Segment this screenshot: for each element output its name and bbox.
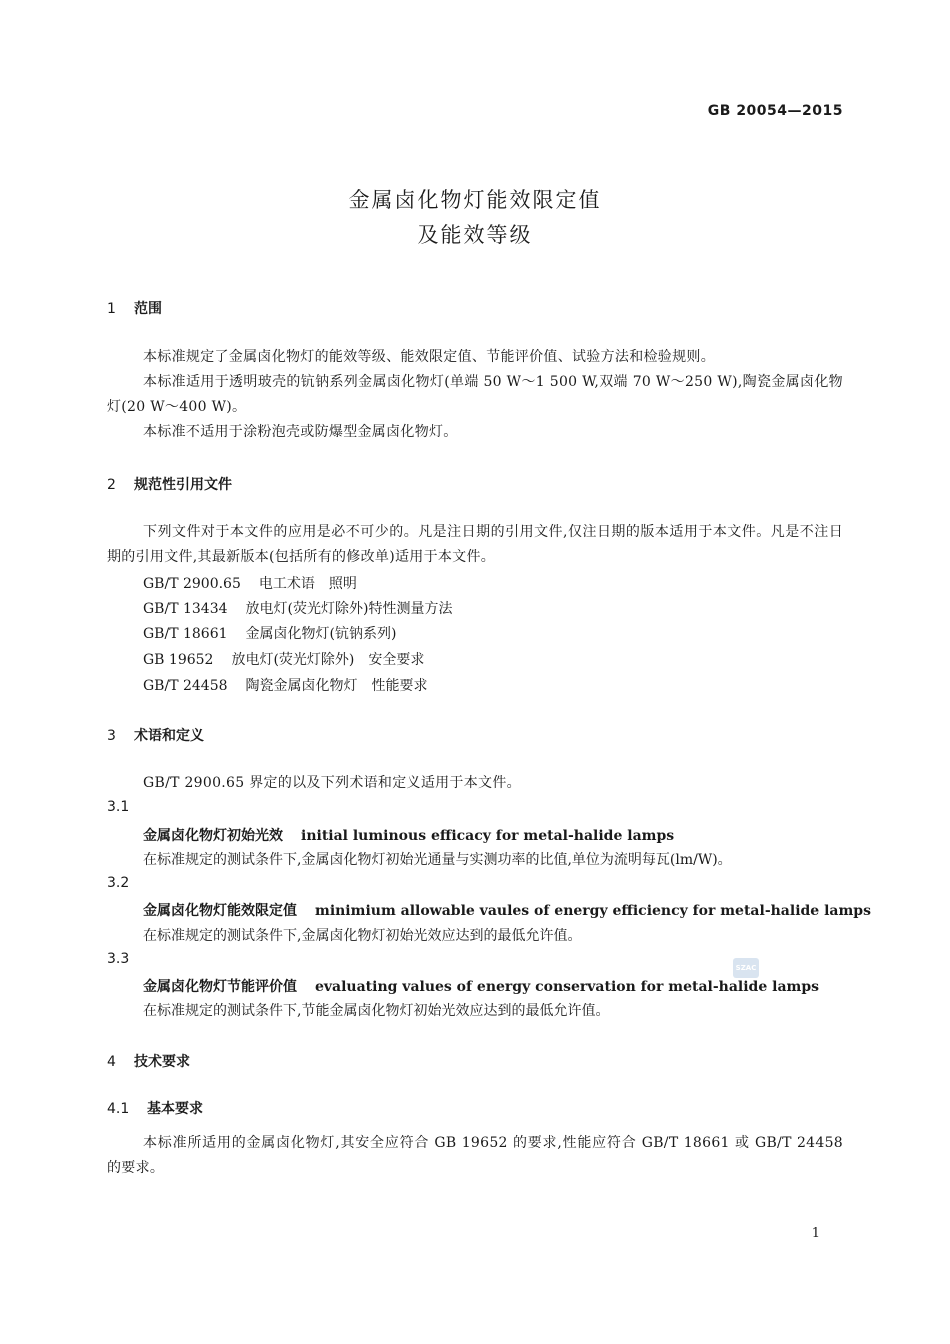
term-title [143,976,819,996]
section-title: 规范性引用文件 [134,477,232,493]
term-number: 3.3 [107,951,130,967]
term-zh: 金属卤化物灯节能评价值 [143,979,297,995]
reference-title: 放电灯(荧光灯除外) 安全要求 [231,652,425,668]
watermark-logo: SZAC [733,958,759,978]
reference-item [143,649,424,669]
reference-item [143,623,396,643]
subsection-4-1-heading [107,1098,203,1118]
section-title: 范围 [134,301,162,317]
standard-number: GB 20054—2015 [707,103,843,119]
section-title: 技术要求 [134,1054,190,1070]
reference-title: 电工术语 照明 [258,576,357,592]
reference-title: 金属卤化物灯(钪钠系列) [245,626,397,642]
subsection-title: 基本要求 [147,1101,203,1117]
term-zh: 金属卤化物灯初始光效 [143,828,283,844]
reference-code: GB/T 13434 [143,601,228,617]
reference-title: 陶瓷金属卤化物灯 性能要求 [245,678,428,694]
reference-item [143,598,452,618]
section-number: 4 [107,1054,116,1070]
section-4-heading [107,1051,190,1071]
term-en: minimium allowable vaules of energy efficiency for metal-halide lamps [315,903,871,919]
reference-code: GB/T 18661 [143,626,228,642]
term-en: initial luminous efficacy for metal-halide lamps [301,828,675,844]
section-number: 1 [107,301,116,317]
section-1-heading [107,298,162,318]
reference-item [143,675,428,695]
section-3-heading [107,725,204,745]
paragraph: GB/T 2900.65 界定的以及下列术语和定义适用于本文件。 [143,775,521,791]
term-zh: 金属卤化物灯能效限定值 [143,903,297,919]
reference-item [143,573,357,593]
document-title-line1: 金属卤化物灯能效限定值 [348,188,602,212]
paragraph: 本标准所适用的金属卤化物灯,其安全应符合 GB 19652 的要求,性能应符合 GB/T 18661 或 GB/T 24458 的要求。 [107,1135,843,1176]
section-title: 术语和定义 [134,728,204,744]
term-definition: 在标准规定的测试条件下,金属卤化物灯初始光通量与实测功率的比值,单位为流明每瓦(lm/W)。 [143,852,732,868]
paragraph: 本标准适用于透明玻壳的钪钠系列金属卤化物灯(单端 50 W～1 500 W,双端 70 W～250 W),陶瓷金属卤化物灯(20 W～400 W)。 [107,374,843,415]
page-number: 1 [811,1226,820,1241]
document-title-line2: 及能效等级 [417,223,533,247]
paragraph: 下列文件对于本文件的应用是必不可少的。凡是注日期的引用文件,仅注日期的版本适用于本文件。凡是不注日期的引用文件,其最新版本(包括所有的修改单)适用于本文件。 [107,524,843,565]
section-number: 3 [107,728,116,744]
paragraph: 本标准规定了金属卤化物灯的能效等级、能效限定值、节能评价值、试验方法和检验规则。 [143,349,715,365]
term-number: 3.1 [107,799,130,815]
term-en: evaluating values of energy conservation for metal-halide lamps [315,979,819,995]
reference-code: GB/T 24458 [143,678,228,694]
term-definition: 在标准规定的测试条件下,节能金属卤化物灯初始光效应达到的最低允许值。 [143,1003,610,1019]
term-title [143,900,871,920]
reference-code: GB 19652 [143,652,214,668]
term-definition: 在标准规定的测试条件下,金属卤化物灯初始光效应达到的最低允许值。 [143,928,582,944]
reference-title: 放电灯(荧光灯除外)特性测量方法 [245,601,453,617]
term-title [143,825,674,845]
section-number: 2 [107,477,116,493]
subsection-number: 4.1 [107,1101,130,1117]
section-2-heading [107,474,232,494]
term-number: 3.2 [107,875,130,891]
reference-code: GB/T 2900.65 [143,576,241,592]
paragraph: 本标准不适用于涂粉泡壳或防爆型金属卤化物灯。 [143,424,458,440]
